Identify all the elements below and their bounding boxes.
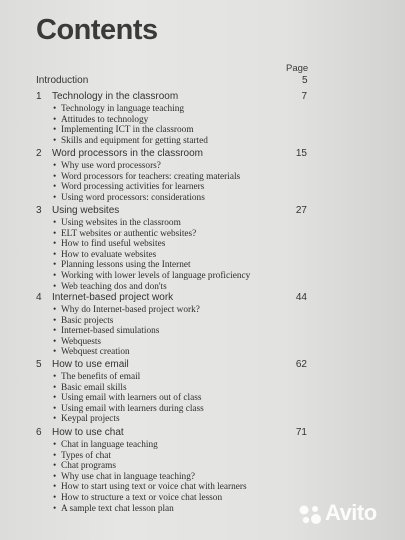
chapter-number: 3: [36, 205, 42, 216]
chapter-title: Using websites: [52, 205, 120, 216]
bullet-icon: •: [53, 326, 57, 337]
list-item: [53, 316, 336, 327]
section-title: Word processing activities for learners: [61, 182, 205, 193]
list-item: [53, 229, 336, 240]
chapter-heading: [36, 292, 336, 305]
section-title: Technology in language teaching: [61, 104, 185, 114]
chapter-heading: [36, 91, 336, 104]
bullet-icon: •: [53, 182, 57, 193]
bullet-icon: •: [53, 315, 57, 326]
bullet-icon: •: [53, 372, 57, 382]
list-item: [53, 393, 336, 404]
chapter-1: [36, 91, 336, 146]
bullet-icon: •: [53, 482, 57, 493]
bullet-icon: •: [53, 192, 57, 203]
bullet-icon: •: [53, 218, 57, 228]
watermark-text: Avito: [325, 500, 377, 525]
section-title: Why use chat in language teaching?: [61, 471, 195, 482]
chapter-section-list: [36, 372, 336, 425]
section-title: Webquests: [61, 336, 102, 347]
section-title: The benefits of email: [61, 372, 141, 382]
chapter-number: 1: [36, 91, 42, 102]
list-item: [53, 482, 336, 493]
chapter-page-number: 44: [295, 292, 307, 303]
show-through-text: [300, 14, 302, 25]
section-title: Chat in language teaching: [61, 440, 158, 450]
section-title: Attitudes to technology: [61, 114, 149, 125]
bullet-icon: •: [53, 281, 57, 292]
bullet-icon: •: [53, 171, 57, 182]
bullet-icon: •: [53, 228, 57, 239]
bullet-icon: •: [53, 503, 57, 514]
bullet-icon: •: [53, 125, 57, 136]
bullet-icon: •: [53, 414, 57, 425]
chapter-heading: [36, 359, 336, 372]
section-title: Keypal projects: [61, 414, 120, 425]
bullet-icon: •: [53, 270, 57, 281]
list-item: [53, 271, 336, 282]
avito-watermark: [325, 500, 377, 526]
bullet-icon: •: [53, 161, 57, 171]
list-item: [53, 440, 336, 451]
chapter-5: [36, 359, 336, 425]
chapter-2: [36, 148, 336, 203]
bullet-icon: •: [53, 347, 57, 358]
bullet-icon: •: [53, 461, 57, 472]
chapter-section-list: [36, 440, 336, 514]
section-title: How to start using text or voice chat with learners: [61, 482, 247, 493]
introduction-label: Introduction: [36, 75, 89, 86]
list-item: [53, 326, 336, 337]
chapter-heading: [36, 148, 336, 161]
section-title: Skills and equipment for getting started: [61, 135, 208, 146]
list-item: [53, 104, 336, 115]
section-title: Working with lower levels of language proficiency: [61, 270, 251, 281]
list-item: [53, 125, 336, 136]
list-item: [53, 404, 336, 415]
bullet-icon: •: [53, 450, 57, 461]
section-title: Why use word processors?: [61, 161, 161, 171]
list-item: [53, 461, 336, 472]
list-item: [53, 282, 336, 293]
section-title: Webquest creation: [61, 347, 130, 358]
list-item: [53, 115, 336, 126]
chapter-number: 4: [36, 292, 42, 303]
list-item: [53, 504, 336, 515]
list-item: [53, 383, 336, 394]
chapter-page-number: 15: [295, 148, 307, 159]
chapter-title: How to use chat: [52, 427, 124, 438]
list-item: [53, 182, 336, 193]
section-title: Internet-based simulations: [61, 326, 160, 337]
list-item: [53, 337, 336, 348]
bullet-icon: •: [53, 492, 57, 503]
section-title: Basic projects: [61, 315, 114, 326]
chapter-3: [36, 205, 336, 292]
chapter-number: 6: [36, 427, 42, 438]
introduction-page: 5: [302, 75, 308, 86]
list-item: [53, 161, 336, 172]
chapter-number: 2: [36, 148, 42, 159]
section-title: Using word processors: considerations: [61, 192, 205, 203]
list-item: [53, 193, 336, 204]
section-title: Chat programs: [61, 461, 116, 472]
page-column-label: Page: [286, 63, 309, 74]
list-item: [53, 451, 336, 462]
section-title: How to find useful websites: [61, 239, 166, 250]
chapter-title: Technology in the classroom: [52, 91, 179, 102]
bullet-icon: •: [53, 114, 57, 125]
list-item: [53, 239, 336, 250]
bullet-icon: •: [53, 440, 57, 450]
chapter-section-list: [36, 218, 336, 292]
section-title: Web teaching dos and don'ts: [61, 281, 167, 292]
list-item: [53, 493, 336, 504]
bullet-icon: •: [53, 403, 57, 414]
bullet-icon: •: [53, 393, 57, 404]
section-title: How to structure a text or voice chat lesson: [61, 492, 223, 503]
chapter-page-number: 7: [301, 91, 307, 102]
bullet-icon: •: [53, 336, 57, 347]
list-item: [53, 347, 336, 358]
section-title: Basic email skills: [61, 382, 127, 393]
bullet-icon: •: [53, 104, 57, 114]
chapter-section-list: [36, 104, 336, 146]
bullet-icon: •: [53, 305, 57, 315]
bullet-icon: •: [53, 249, 57, 260]
chapter-section-list: [36, 161, 336, 203]
list-item: [53, 250, 336, 261]
bullet-icon: •: [53, 382, 57, 393]
chapter-page-number: 27: [295, 205, 307, 216]
list-item: [53, 218, 336, 229]
section-title: Using email with learners during class: [61, 403, 204, 414]
chapter-title: How to use email: [52, 359, 129, 370]
page-title: Contents: [36, 14, 158, 46]
chapter-page-number: 71: [295, 427, 307, 438]
bullet-icon: •: [53, 260, 57, 271]
section-title: Word processors for teachers: creating materials: [61, 171, 241, 182]
bullet-icon: •: [53, 471, 57, 482]
list-item: [53, 305, 336, 316]
list-item: [53, 414, 336, 425]
chapter-6: [36, 427, 336, 514]
chapter-heading: [36, 427, 336, 440]
bullet-icon: •: [53, 239, 57, 250]
section-title: Using websites in the classroom: [61, 218, 181, 228]
section-title: Using email with learners out of class: [61, 393, 202, 404]
section-title: Why do Internet-based project work?: [61, 305, 200, 315]
chapter-title: Word processors in the classroom: [52, 148, 203, 159]
section-title: Implementing ICT in the classroom: [61, 125, 194, 136]
chapter-section-list: [36, 305, 336, 358]
chapter-number: 5: [36, 359, 42, 370]
bullet-icon: •: [53, 135, 57, 146]
section-title: How to evaluate websites: [61, 249, 157, 260]
list-item: [53, 372, 336, 383]
chapter-title: Internet-based project work: [52, 292, 174, 303]
avito-dots-icon: [298, 504, 324, 526]
list-item: [53, 472, 336, 483]
list-item: [53, 172, 336, 183]
section-title: Planning lessons using the Internet: [61, 260, 191, 271]
list-item: [53, 260, 336, 271]
chapter-4: [36, 292, 336, 358]
section-title: ELT websites or authentic websites?: [61, 228, 197, 239]
chapter-page-number: 62: [295, 359, 307, 370]
section-title: Types of chat: [61, 450, 111, 461]
list-item: [53, 136, 336, 147]
section-title: A sample text chat lesson plan: [61, 503, 174, 514]
chapter-heading: [36, 205, 336, 218]
